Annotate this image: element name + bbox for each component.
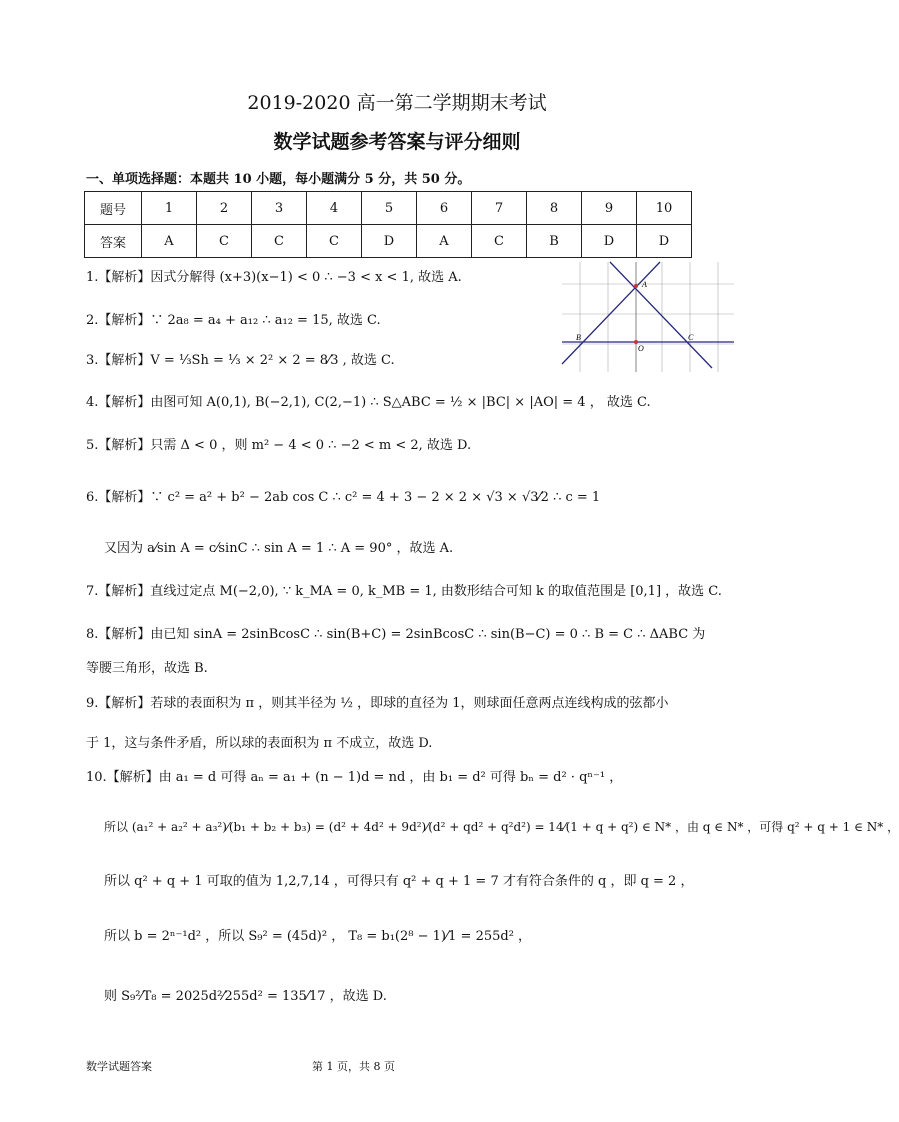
table-cell: 1: [142, 192, 197, 225]
solution-line: 7.【解析】直线过定点 M(−2,0), ∵ k_MA = 0, k_MB = 1, 由数形结合可知 k 的取值范围是 [0,1] ，故选 C.: [86, 584, 722, 599]
table-cell: D: [362, 225, 417, 258]
graph-label-a: A: [642, 280, 647, 289]
table-cell: C: [252, 225, 307, 258]
table-cell: 7: [472, 192, 527, 225]
solution-line: 9.【解析】若球的表面积为 π ，则其半径为 ½ ，即球的直径为 1，则球面任意两点连线构成的弦都小: [86, 696, 669, 711]
table-cell: 6: [417, 192, 472, 225]
table-cell: D: [582, 225, 637, 258]
row-label: 答案: [85, 225, 142, 258]
table-cell: 2: [197, 192, 252, 225]
solution-line: 所以 b = 2ⁿ⁻¹d² ，所以 S₉² = (45d)² ， T₈ = b₁(2⁸ − 1)⁄1 = 255d² ，: [104, 929, 532, 944]
table-cell: B: [527, 225, 582, 258]
table-cell: A: [142, 225, 197, 258]
page-subtitle: 数学试题参考答案与评分细则: [273, 131, 521, 153]
graph-label-b: B: [576, 333, 581, 342]
solution-line: 所以 (a₁² + a₂² + a₃²)⁄(b₁ + b₂ + b₃) = (d² + 4d² + 9d²)⁄(d² + qd² + q²d²) = 14⁄(1 + q + q²) ∈ N* ，由 q ∈ N* ，可得 q² + q + 1 ∈ N* ，: [104, 820, 899, 834]
page-title: 2019-2020 高一第二学期期末考试: [247, 92, 547, 114]
solution-line: 6.【解析】∵ c² = a² + b² − 2ab cos C ∴ c² = 4 + 3 − 2 × 2 × √3 × √3⁄2 ∴ c = 1: [86, 490, 601, 505]
solution-line: 4.【解析】由图可知 A(0,1), B(−2,1), C(2,−1) ∴ S△ABC = ½ × |BC| × |AO| = 4 ， 故选 C.: [86, 395, 651, 410]
solution-line: 5.【解析】只需 Δ < 0 ，则 m² − 4 < 0 ∴ −2 < m < 2, 故选 D.: [86, 438, 472, 453]
solution-line: 于 1，这与条件矛盾，所以球的表面积为 π 不成立，故选 D.: [86, 736, 433, 751]
footer-left: 数学试题答案: [86, 1060, 152, 1073]
table-cell: 10: [637, 192, 692, 225]
table-cell: C: [197, 225, 252, 258]
table-cell: 8: [527, 192, 582, 225]
graph-label-o: O: [638, 344, 644, 353]
solution-line: 3.【解析】V = ⅓Sh = ⅓ × 2² × 2 = 8⁄3 , 故选 C.: [86, 353, 395, 368]
graph-label-c: C: [688, 333, 694, 342]
table-cell: 4: [307, 192, 362, 225]
page-number: 第 1 页，共 8 页: [312, 1060, 395, 1073]
solution-line: 1.【解析】因式分解得 (x+3)(x−1) < 0 ∴ −3 < x < 1, 故选 A.: [86, 270, 462, 285]
table-cell: 5: [362, 192, 417, 225]
coordinate-graph: [562, 262, 734, 372]
solution-line: 2.【解析】∵ 2a₈ = a₄ + a₁₂ ∴ a₁₂ = 15, 故选 C.: [86, 313, 381, 328]
solution-line: 等腰三角形，故选 B.: [86, 661, 208, 676]
solution-line: 10.【解析】由 a₁ = d 可得 aₙ = a₁ + (n − 1)d = nd ，由 b₁ = d² 可得 bₙ = d² · qⁿ⁻¹ ，: [86, 770, 623, 785]
table-cell: C: [307, 225, 362, 258]
answer-table: [84, 191, 692, 258]
table-cell: 9: [582, 192, 637, 225]
solution-line: 又因为 a⁄sin A = c⁄sinC ∴ sin A = 1 ∴ A = 90° ，故选 A.: [104, 541, 454, 556]
row-label: 题号: [85, 192, 142, 225]
table-row: [85, 192, 692, 225]
solution-line: 所以 q² + q + 1 可取的值为 1,2,7,14 ，可得只有 q² + q + 1 = 7 才有符合条件的 q ，即 q = 2 ，: [104, 874, 694, 889]
table-cell: D: [637, 225, 692, 258]
table-row: [85, 225, 692, 258]
table-cell: A: [417, 225, 472, 258]
solution-line: 则 S₉²⁄T₈ = 2025d²⁄255d² = 135⁄17 ，故选 D.: [104, 989, 387, 1004]
table-cell: C: [472, 225, 527, 258]
table-cell: 3: [252, 192, 307, 225]
section-heading: 一、单项选择题：本题共 10 小题，每小题满分 5 分，共 50 分。: [86, 172, 471, 187]
solution-line: 8.【解析】由已知 sinA = 2sinBcosC ∴ sin(B+C) = 2sinBcosC ∴ sin(B−C) = 0 ∴ B = C ∴ ΔABC 为: [86, 627, 706, 642]
